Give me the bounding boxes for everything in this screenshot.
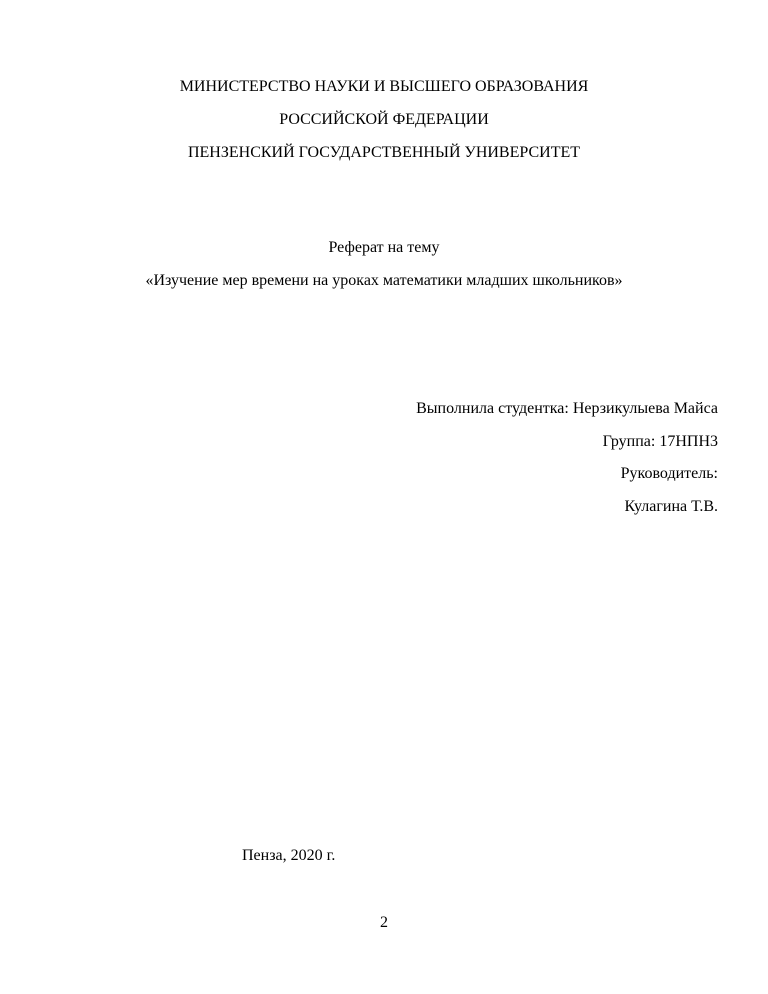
ministry-line-2: РОССИЙСКОЙ ФЕДЕРАЦИИ (279, 111, 489, 128)
university-name: ПЕНЗЕНСКИЙ ГОСУДАРСТВЕННЫЙ УНИВЕРСИТЕТ (187, 144, 581, 161)
topic-title: «Изучение мер времени на уроках математики младших школьников» (145, 272, 623, 289)
city-year: Пенза, 2020 г. (242, 847, 336, 864)
supervisor-name: Кулагина Т.В. (624, 498, 718, 515)
topic-label: Реферат на тему (328, 239, 440, 256)
ministry-line-1: МИНИСТЕРСТВО НАУКИ И ВЫСШЕГО ОБРАЗОВАНИЯ (179, 78, 589, 95)
student-line: Выполнила студентка: Нерзикулыева Майса (416, 400, 718, 417)
supervisor-label: Руководитель: (620, 465, 718, 482)
page-number: 2 (380, 914, 388, 931)
group-line: Группа: 17НПН3 (602, 433, 718, 450)
